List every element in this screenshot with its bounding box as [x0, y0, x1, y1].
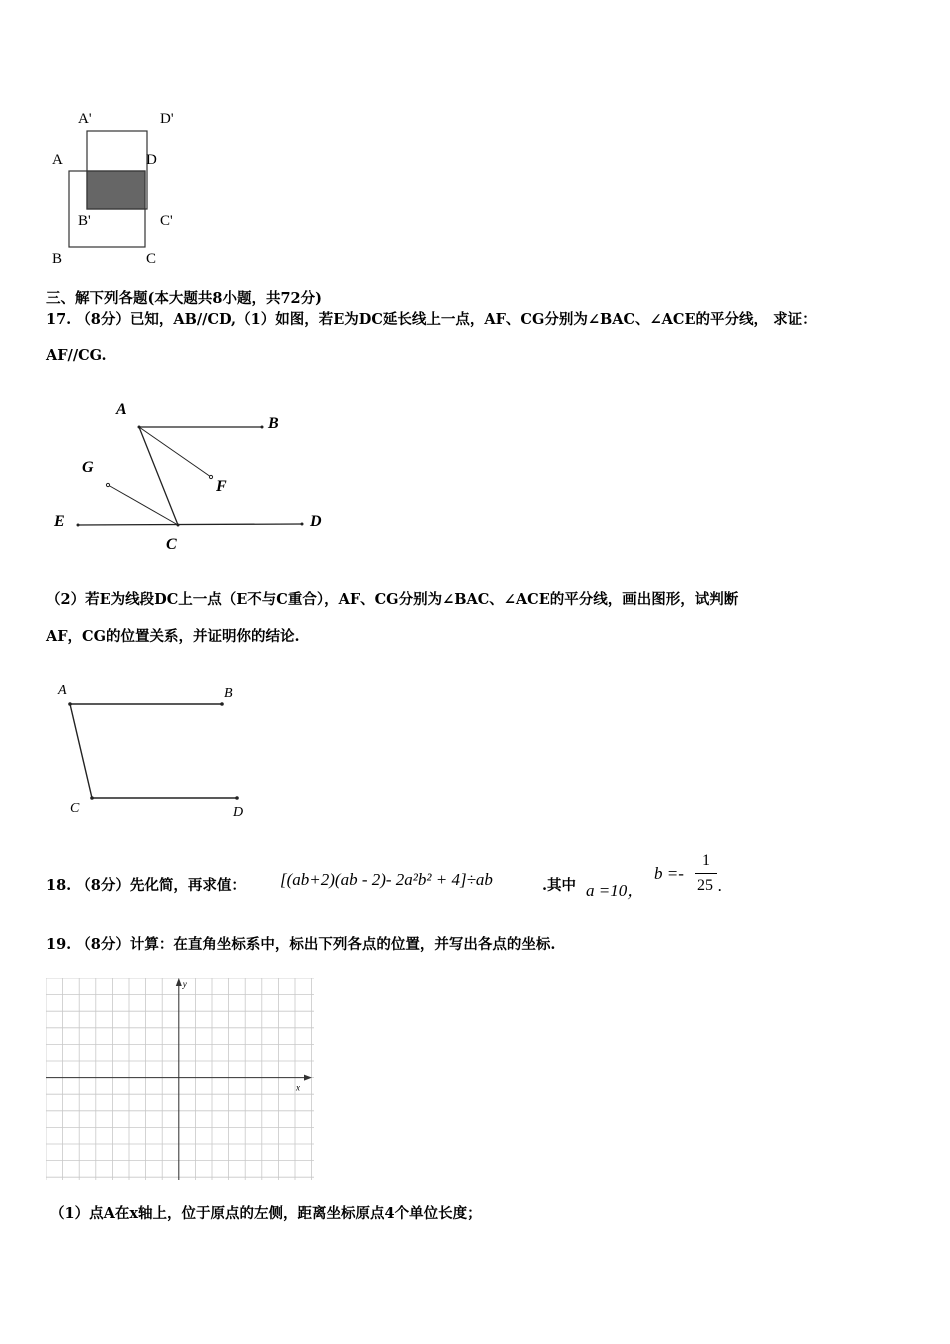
q18-b-lhs: b =-	[654, 864, 684, 883]
point-a	[138, 426, 141, 429]
overlap-rectangles-figure	[40, 100, 210, 275]
fig17-label-d: D	[310, 513, 322, 530]
section-header: 三、解下列各题(本大题共8小题，共72分)	[46, 290, 322, 307]
label-c-prime: C'	[160, 213, 173, 229]
point2-c	[90, 796, 94, 800]
rect-overlap-shaded	[87, 171, 145, 209]
label-a: A	[52, 152, 63, 168]
segment2-ac	[70, 704, 92, 798]
point-b	[261, 426, 264, 429]
q17-part2-line2: AF，CG的位置关系，并证明你的结论.	[46, 628, 300, 645]
point-g	[106, 483, 109, 486]
q17-figure1	[50, 395, 340, 560]
point-f	[209, 475, 212, 478]
segment-ac	[139, 427, 178, 525]
q18-prefix: 18. （8分）先化简，再求值：	[46, 877, 246, 894]
q17-part2-line1: （2）若E为线段DC上一点（E不与C重合），AF、CG分别为∠BAC、∠ACE的平分线，画出图形，试判断	[46, 591, 739, 608]
fig17-label-b: B	[268, 415, 279, 432]
q18-expression: [(ab+2)(ab - 2)- 2a²b² + 4]÷ab	[280, 870, 493, 889]
coordinate-grid-svg	[46, 978, 314, 1180]
q17-figure2	[50, 680, 270, 825]
point-c	[177, 524, 180, 527]
q17-line1: 17. （8分）已知，AB//CD,（1）如图，若E为DC延长线上一点，AF、CG分别为∠BAC、∠ACE的平分线， 求证：	[46, 311, 817, 328]
segment-ed	[78, 524, 302, 525]
label-c: C	[146, 251, 157, 267]
label-a-prime: A'	[78, 111, 92, 127]
point2-d	[235, 796, 239, 800]
label-d: D	[146, 152, 157, 168]
y-axis-label: y	[182, 979, 187, 989]
q17-line2: AF//CG.	[46, 347, 107, 364]
q19-line: 19. （8分）计算：在直角坐标系中，标出下列各点的位置，并写出各点的坐标.	[46, 936, 556, 953]
q18-fraction-bar	[695, 873, 717, 874]
q18-b-denominator: 25	[697, 877, 713, 894]
fig17b-label-a: A	[58, 683, 67, 698]
fig17-label-f: F	[216, 478, 227, 495]
fig17b-label-d: D	[233, 805, 244, 820]
x-axis-label: x	[296, 1082, 300, 1093]
q18-b-numerator: 1	[702, 852, 710, 869]
q18-end: .	[718, 876, 723, 895]
fig17b-label-c: C	[70, 801, 80, 816]
fig17-label-g: G	[82, 459, 94, 476]
fig17-label-e: E	[54, 513, 65, 530]
segment-cg	[108, 485, 178, 525]
y-axis-arrow	[176, 978, 182, 986]
point-e	[77, 524, 80, 527]
q19-part1: （1）点A在x轴上，位于原点的左侧，距离坐标原点4个单位长度；	[50, 1205, 482, 1222]
q18-a-value: a =10，	[586, 881, 645, 900]
point2-b	[220, 702, 224, 706]
q17-figure2-svg	[50, 680, 270, 825]
x-axis-arrow	[304, 1075, 312, 1081]
overlap-rectangles-svg	[40, 100, 210, 275]
fig17-label-a: A	[116, 401, 127, 418]
label-b-prime: B'	[78, 213, 91, 229]
q17-figure1-svg	[50, 395, 340, 560]
label-b: B	[52, 251, 63, 267]
point2-a	[68, 702, 72, 706]
label-d-prime: D'	[160, 111, 174, 127]
segment-af	[139, 427, 211, 477]
fig17b-label-b: B	[224, 686, 233, 701]
fig17-label-c: C	[166, 536, 177, 553]
q18-mid: .其中	[542, 877, 577, 894]
point-d	[301, 523, 304, 526]
coordinate-grid	[46, 978, 314, 1180]
